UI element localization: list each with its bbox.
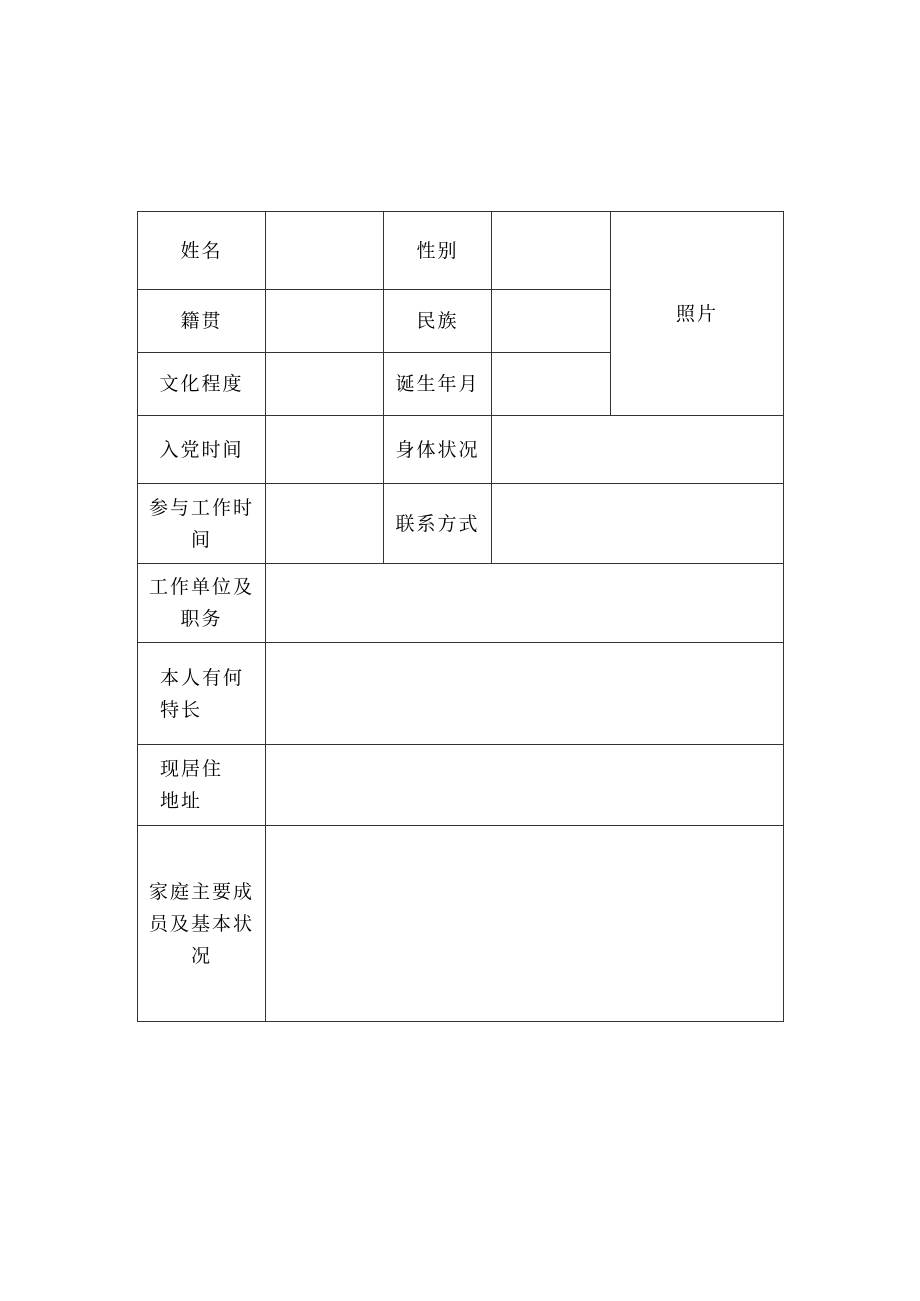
address-label-line2: 地址 [160, 790, 203, 812]
birth-date-field[interactable] [492, 353, 611, 416]
work-start-label [138, 484, 266, 564]
personal-info-form [137, 211, 784, 1022]
specialty-field[interactable] [266, 643, 783, 745]
family-label [138, 826, 266, 1021]
specialty-label [138, 643, 266, 745]
employer-label-line2: 职务 [180, 608, 223, 630]
native-place-label: 籍贯 [138, 290, 266, 353]
work-start-label-line2: 间 [190, 528, 212, 551]
address-label [138, 745, 266, 826]
family-label-line1: 家庭主要成 [148, 880, 254, 903]
name-field[interactable] [266, 212, 384, 290]
contact-field[interactable] [492, 484, 783, 564]
employer-label-line1: 工作单位及 [148, 576, 254, 598]
specialty-label-line1: 本人有何 [160, 666, 245, 689]
work-start-field[interactable] [266, 484, 384, 564]
health-label: 身体状况 [384, 416, 492, 484]
specialty-label-line2: 特长 [160, 698, 203, 721]
address-field[interactable] [266, 745, 783, 826]
gender-label: 性别 [384, 212, 492, 290]
gender-field[interactable] [492, 212, 611, 290]
family-field[interactable] [266, 826, 783, 1021]
party-join-field[interactable] [266, 416, 384, 484]
native-place-field[interactable] [266, 290, 384, 353]
ethnicity-field[interactable] [492, 290, 611, 353]
address-label-line1: 现居住 [160, 758, 224, 780]
education-label: 文化程度 [138, 353, 266, 416]
family-label-line2: 员及基本状 [148, 912, 254, 935]
education-field[interactable] [266, 353, 384, 416]
work-start-label-line1: 参与工作时 [148, 496, 254, 519]
employer-field[interactable] [266, 564, 783, 643]
photo-box[interactable]: 照片 [611, 212, 783, 416]
family-label-line3: 况 [190, 944, 212, 967]
birth-date-label: 诞生年月 [384, 353, 492, 416]
employer-label [138, 564, 266, 643]
ethnicity-label: 民族 [384, 290, 492, 353]
name-label: 姓名 [138, 212, 266, 290]
contact-label: 联系方式 [384, 484, 492, 564]
health-field[interactable] [492, 416, 783, 484]
party-join-label: 入党时间 [138, 416, 266, 484]
